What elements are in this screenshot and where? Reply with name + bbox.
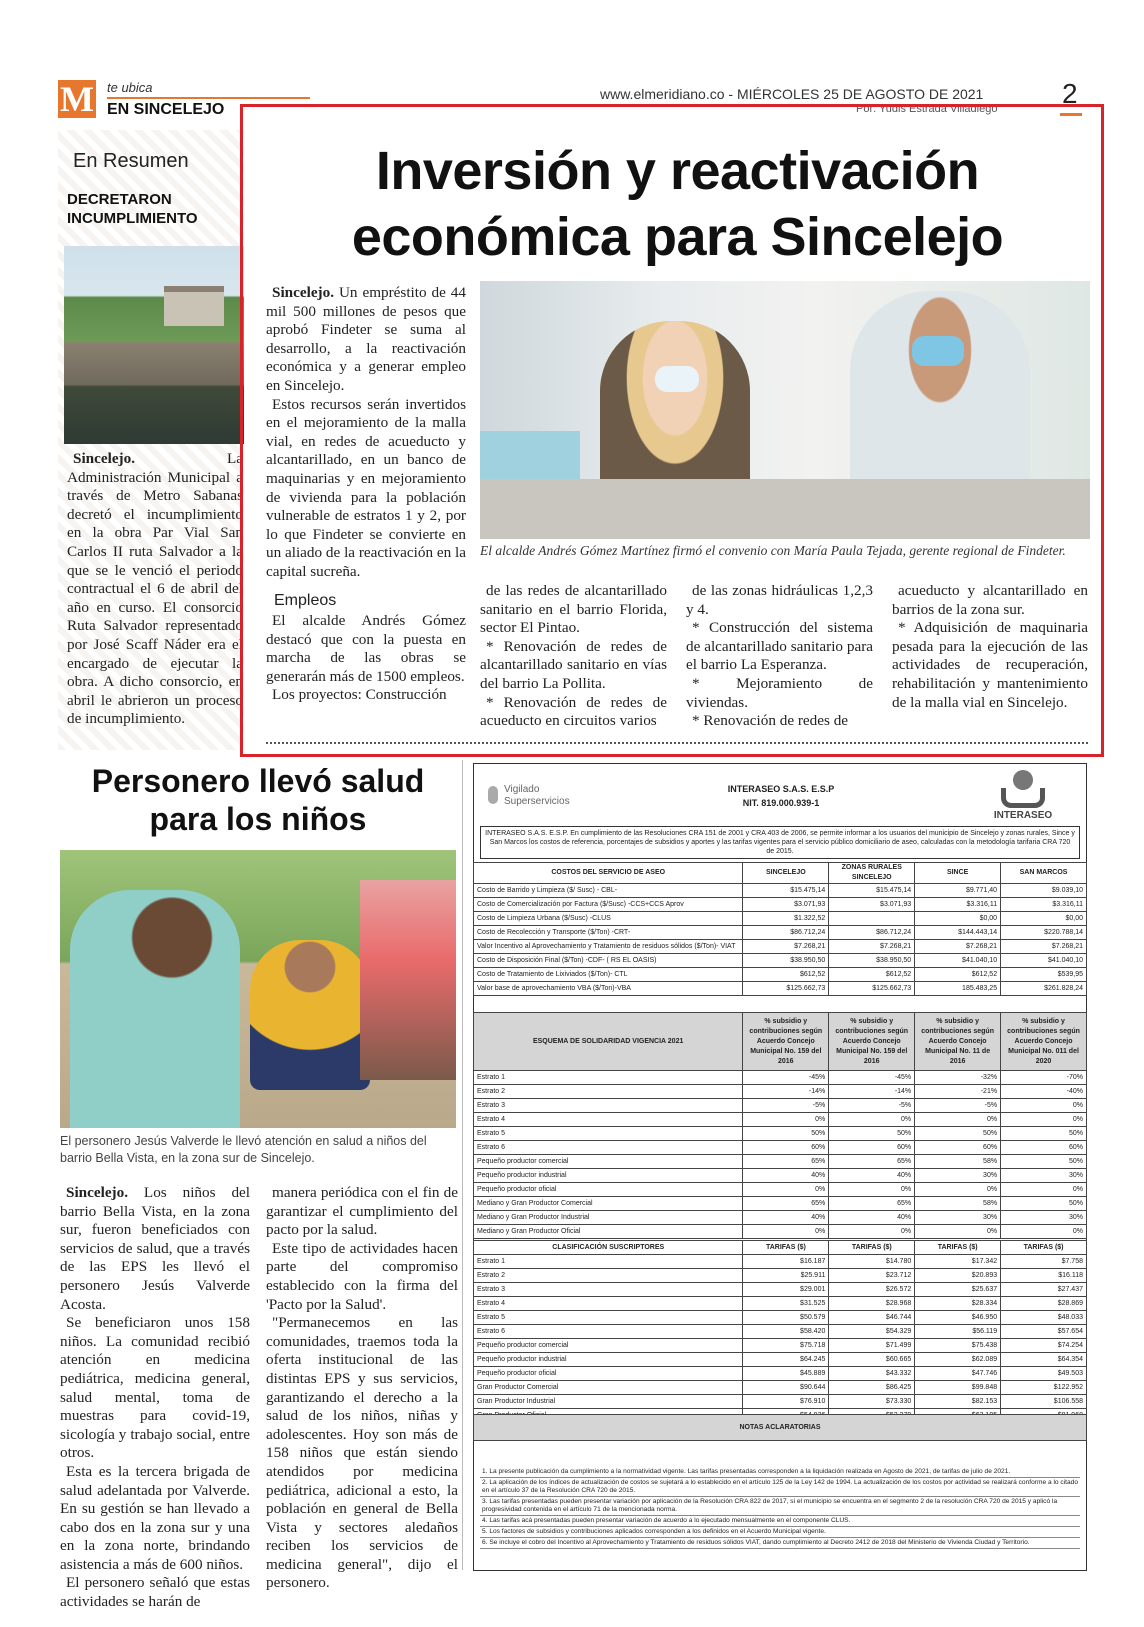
table-cell: 60% xyxy=(743,1141,829,1155)
table-cell: 30% xyxy=(915,1211,1001,1225)
table-cell: 0% xyxy=(743,1113,829,1127)
table-cell: 40% xyxy=(743,1169,829,1183)
table-cell: Estrato 6 xyxy=(474,1325,743,1339)
table-row xyxy=(474,1155,1087,1169)
table-cell: $17.342 xyxy=(915,1255,1001,1269)
resumen-body xyxy=(67,450,243,729)
table-cell: $3.071,93 xyxy=(829,898,915,912)
meeting-caption: El alcalde Andrés Gómez Martínez firmó el convenio con María Paula Tejada, gerente regional de Findeter. xyxy=(480,543,1066,558)
table-cell: $7.758 xyxy=(1001,1255,1087,1269)
table-cell: Estrato 6 xyxy=(474,1141,743,1155)
table-cell: Estrato 5 xyxy=(474,1127,743,1141)
table-cell: $25.911 xyxy=(743,1269,829,1283)
main-col4-p1: acueducto y alcantarillado en barrios de la zona sur. xyxy=(892,582,1088,618)
children-group xyxy=(360,880,456,1080)
table-cell: $74.254 xyxy=(1001,1339,1087,1353)
table-cell: Costo de Tratamiento de Lixiviados ($/Ton)- CTL xyxy=(474,968,743,982)
table-cell: Valor base de aprovechamiento VBA ($/Ton)-VBA xyxy=(474,982,743,996)
table-cell: 30% xyxy=(1001,1211,1087,1225)
table-cell: $125.662,73 xyxy=(743,982,829,996)
table-cell: $261.828,24 xyxy=(1001,982,1087,996)
table-row xyxy=(474,982,1087,996)
personero-caption: El personero Jesús Valverde le llevó atención en salud a niños del barrio Bella Vista, en la zona sur de Sincelejo. xyxy=(60,1134,427,1165)
personero-lead: Sincelejo. xyxy=(66,1184,129,1201)
table-cell: 50% xyxy=(743,1127,829,1141)
table-cell: 65% xyxy=(743,1155,829,1169)
personero-col-1 xyxy=(60,1184,250,1612)
table-cell: $106.558 xyxy=(1001,1395,1087,1409)
table-header-cell: TARIFAS ($) xyxy=(743,1241,829,1255)
main-col2-p3: * Renovación de redes de acueducto en circuitos varios xyxy=(480,693,667,730)
table-cell: 0% xyxy=(915,1113,1001,1127)
table-cell: $54.329 xyxy=(829,1325,915,1339)
table-cell: Costo de Recolección y Transporte ($/Ton) -CRT- xyxy=(474,926,743,940)
personero-col-2 xyxy=(266,1184,458,1593)
main-col3-p3: * Mejoramiento de viviendas. xyxy=(686,674,873,711)
table-row xyxy=(474,1099,1087,1113)
table-cell: $16.118 xyxy=(1001,1269,1087,1283)
main-col4-p2: * Adquisición de maquinaria pesada para la ejecución de las actividades de recuperación, rehabilitación y mantenimiento de la malla vial en Sincelejo. xyxy=(892,619,1088,711)
table-header-cell: SINCELEJO xyxy=(743,863,829,884)
table-cell: $56.119 xyxy=(915,1325,1001,1339)
table-cell: $64.245 xyxy=(743,1353,829,1367)
main-col3-p4: * Renovación de redes de xyxy=(692,712,849,730)
note-item: 5. Los factores de subsidios y contribuciones aplicados corresponden a los definidos en el Acuerdo Municipal vigente. xyxy=(480,1527,1080,1538)
table-cell: $612,52 xyxy=(915,968,1001,982)
table-row xyxy=(474,1169,1087,1183)
table-cell: 50% xyxy=(1001,1155,1087,1169)
table-header-cell: ZONAS RURALES SINCELEJO xyxy=(829,863,915,884)
table-cell: $0,00 xyxy=(915,912,1001,926)
table-cell: $3.316,11 xyxy=(915,898,1001,912)
table-cell: $612,52 xyxy=(829,968,915,982)
table-cell: 50% xyxy=(915,1127,1001,1141)
personero-p6: Este tipo de actividades hacen parte del compromiso establecido con la firma del 'Pacto por la Salud'. xyxy=(266,1239,458,1313)
table-cell: $23.712 xyxy=(829,1269,915,1283)
resumen-text: La Administración Municipal a través de Metro Sabanas decretó el incumplimiento en la obra Par Vial San Carlos II ruta Salvador a la que se le venció el periodo contractual el 6 de abril del año en curso. El consorcio Ruta Salvador representado por José Scaff Náder era el encargado de ejecutar la obra. A dicho consorcio, en abril le abrieron un proceso de incumplimiento. xyxy=(67,450,243,728)
table-cell: $26.572 xyxy=(829,1283,915,1297)
table-cell: 0% xyxy=(1001,1225,1087,1239)
table-cell: $49.503 xyxy=(1001,1367,1087,1381)
table-cell: 0% xyxy=(743,1225,829,1239)
main-col3-p1: de las zonas hidráulicas 1,2,3 y 4. xyxy=(686,582,873,618)
table-row xyxy=(474,1225,1087,1239)
table-cell: -5% xyxy=(915,1099,1001,1113)
table-cell: $122.952 xyxy=(1001,1381,1087,1395)
desk xyxy=(480,479,1090,539)
table-cell: $220.788,14 xyxy=(1001,926,1087,940)
table-header-cell: TARIFAS ($) xyxy=(915,1241,1001,1255)
resumen-headline: DECRETARON INCUMPLIMIENTO xyxy=(67,191,198,227)
interaseo-logo xyxy=(988,770,1058,821)
table-cell: Costo de Comercialización por Factura ($/Susc) -CCS+CCS Aprov xyxy=(474,898,743,912)
table-cell: -21% xyxy=(915,1085,1001,1099)
table-row xyxy=(474,1381,1087,1395)
table-cell: $90.644 xyxy=(743,1381,829,1395)
personero-p3: Esta es la tercera brigada de salud adelantada por Valverde. En su gestión se han llevado a cabo dos en la zona sur y una en la zona norte, brindando asistencia a más de 600 niños. xyxy=(60,1462,250,1573)
table-cell: Costo de Disposición Final ($/Ton) -CDF- ( RS EL OASIS) xyxy=(474,954,743,968)
table-cell: $73.330 xyxy=(829,1395,915,1409)
table-cell: Gran Productor Comercial xyxy=(474,1381,743,1395)
table-cell: $86.712,24 xyxy=(743,926,829,940)
girl-figure xyxy=(70,890,240,1128)
table-cell: $14.780 xyxy=(829,1255,915,1269)
meeting-photo xyxy=(480,281,1090,539)
table-cell: 0% xyxy=(1001,1113,1087,1127)
table-cell xyxy=(829,912,915,926)
table-cell: $99.848 xyxy=(915,1381,1001,1395)
main-col3-p2: * Construcción del sistema de alcantarillado sanitario para el barrio La Esperanza. xyxy=(686,619,873,674)
table-cell: $539,95 xyxy=(1001,968,1087,982)
main-col-3 xyxy=(686,582,873,731)
table-cell: 65% xyxy=(829,1197,915,1211)
table-cell: $31.525 xyxy=(743,1297,829,1311)
table-header-cell: SINCE xyxy=(915,863,1001,884)
main-p4: Los proyectos: Construcción xyxy=(272,686,447,704)
table-cell: Pequeño productor comercial xyxy=(474,1155,743,1169)
table-header-cell: % subsidio y contribuciones según Acuerdo Concejo Municipal No. 011 del 2020 xyxy=(1001,1013,1087,1071)
table-cell: Estrato 2 xyxy=(474,1269,743,1283)
street-photo xyxy=(64,246,244,444)
table-cell: Estrato 3 xyxy=(474,1283,743,1297)
table-cell: Estrato 1 xyxy=(474,1071,743,1085)
table-cell: $75.438 xyxy=(915,1339,1001,1353)
table-cell: 40% xyxy=(829,1211,915,1225)
table-row xyxy=(474,968,1087,982)
table-cell: $75.718 xyxy=(743,1339,829,1353)
table-cell: $7.268,21 xyxy=(1001,940,1087,954)
byline: Por: Yudis Estrada Villadiego xyxy=(856,103,998,115)
table-cell: $29.001 xyxy=(743,1283,829,1297)
main-subhead: Empleos xyxy=(274,591,337,609)
man-figure xyxy=(850,291,1030,501)
table-cell: 50% xyxy=(829,1127,915,1141)
table-cell: $50.579 xyxy=(743,1311,829,1325)
table-cell: $38.950,50 xyxy=(743,954,829,968)
table-cell: 65% xyxy=(829,1155,915,1169)
table-cell: 0% xyxy=(829,1183,915,1197)
table-header-cell: % subsidio y contribuciones según Acuerdo Concejo Municipal No. 159 del 2016 xyxy=(743,1013,829,1071)
table-cell: -14% xyxy=(743,1085,829,1099)
table-cell: $15.475,14 xyxy=(829,884,915,898)
note-item: 2. La aplicación de los índices de actualización de costos se sujetará a lo establecido en el artículo 125 de la Ley 142 de 1994. La actualización de los costos por actividad se realizará conforme a lo citado en el artículo 37 de la Resolución CRA 720 de 2015. xyxy=(480,1478,1080,1497)
table-cell: Estrato 4 xyxy=(474,1113,743,1127)
costs-table xyxy=(473,862,1087,996)
table-cell: -45% xyxy=(743,1071,829,1085)
notice-intro: INTERASEO S.A.S. E.S.P. En cumplimiento de las Resoluciones CRA 151 de 2001 y CRA 403 de 2006, se permite informar a los usuarios del municipio de Sincelejo y zonas rurales, Since y San Marcos los costos de referencia, porcentajes de subsidios y aportes y las tarifas vigentes para el servicio público domiciliario de aseo, calculadas con la metodología tarifaria CRA 720 de 2015. xyxy=(480,826,1080,859)
table-row xyxy=(474,1339,1087,1353)
table-cell: $9.771,40 xyxy=(915,884,1001,898)
table-cell: 0% xyxy=(1001,1099,1087,1113)
personero-p5: manera periódica con el fin de garantizar el cumplimiento del pacto por la salud. xyxy=(266,1184,458,1239)
logo-tagline: te ubica xyxy=(107,80,153,95)
table-row xyxy=(474,940,1087,954)
table-header-cell: TARIFAS ($) xyxy=(829,1241,915,1255)
table-cell: $16.187 xyxy=(743,1255,829,1269)
table-cell: $57.654 xyxy=(1001,1325,1087,1339)
table-cell: 60% xyxy=(1001,1141,1087,1155)
personero-headline: Personero llevó salud para los niños xyxy=(91,763,425,837)
table-cell: -32% xyxy=(915,1071,1001,1085)
interaseo-logo-text: INTERASEO xyxy=(993,810,1053,821)
table-cell: $38.950,50 xyxy=(829,954,915,968)
table-cell: $41.040,10 xyxy=(915,954,1001,968)
table-cell: $48.033 xyxy=(1001,1311,1087,1325)
table-cell: $125.662,73 xyxy=(829,982,915,996)
table-row xyxy=(474,1395,1087,1409)
tariffs-table xyxy=(473,1240,1087,1423)
table-cell: $45.889 xyxy=(743,1367,829,1381)
table-cell: Costo de Barrido y Limpieza ($/ Susc) - CBL- xyxy=(474,884,743,898)
table-cell: -5% xyxy=(829,1099,915,1113)
table-cell: $58.420 xyxy=(743,1325,829,1339)
table-row xyxy=(474,1311,1087,1325)
table-cell: 60% xyxy=(915,1141,1001,1155)
main-col-4 xyxy=(892,582,1088,712)
table-cell: $7.268,21 xyxy=(829,940,915,954)
table-cell: $15.475,14 xyxy=(743,884,829,898)
notes-title: NOTAS ACLARATORIAS xyxy=(474,1415,1087,1441)
table-row xyxy=(474,1085,1087,1099)
subsidy-table xyxy=(473,1012,1087,1239)
table-cell: $71.499 xyxy=(829,1339,915,1353)
main-p2: Estos recursos serán invertidos en el mejoramiento de la malla vial, en redes de acueducto y alcantarillado, en un banco de maquinarias y en mejoramiento de vivienda para la población vulnerable de estratos 1 y 2, por lo que Findeter se convierte en un aliado de la reactivación en la capital sucreña. xyxy=(266,395,466,580)
main-headline: Inversión y reactivación económica para Sincelejo xyxy=(351,141,1004,267)
table-cell: 0% xyxy=(743,1183,829,1197)
table-cell: $43.332 xyxy=(829,1367,915,1381)
table-cell: Estrato 2 xyxy=(474,1085,743,1099)
section-rule xyxy=(107,97,310,99)
table-row xyxy=(474,1255,1087,1269)
table-cell: $144.443,14 xyxy=(915,926,1001,940)
table-cell: Pequeño productor industrial xyxy=(474,1169,743,1183)
table-cell: $28.334 xyxy=(915,1297,1001,1311)
main-col-2 xyxy=(480,582,667,731)
table-cell: 30% xyxy=(1001,1169,1087,1183)
personero-figure xyxy=(250,940,370,1090)
table-row xyxy=(474,1141,1087,1155)
table-cell: $27.437 xyxy=(1001,1283,1087,1297)
resumen-lead: Sincelejo. xyxy=(73,450,136,467)
table-header-cell: % subsidio y contribuciones según Acuerdo Concejo Municipal No. 11 de 2016 xyxy=(915,1013,1001,1071)
table-cell: $60.665 xyxy=(829,1353,915,1367)
table-cell: $82.153 xyxy=(915,1395,1001,1409)
table-cell: -40% xyxy=(1001,1085,1087,1099)
table-cell: 65% xyxy=(743,1197,829,1211)
table-cell: 58% xyxy=(915,1197,1001,1211)
table-cell: 40% xyxy=(829,1169,915,1183)
table-cell: $25.637 xyxy=(915,1283,1001,1297)
personero-p1: Los niños del barrio Bella Vista, en la zona sur, fueron beneficiados con servicios de salud, que a través de las EPS les llevó el personero Jesús Valverde Acosta. xyxy=(60,1184,250,1313)
table-cell: 50% xyxy=(1001,1197,1087,1211)
superservicios-text: Superservicios xyxy=(504,796,570,807)
table-cell: 60% xyxy=(829,1141,915,1155)
table-cell: $7.268,21 xyxy=(915,940,1001,954)
dateline[interactable]: www.elmeridiano.co - MIÉRCOLES 25 DE AGOSTO DE 2021 xyxy=(600,86,984,102)
table-row xyxy=(474,898,1087,912)
table-cell: $76.910 xyxy=(743,1395,829,1409)
table-cell: 40% xyxy=(743,1211,829,1225)
table-row xyxy=(474,1269,1087,1283)
table-cell: -70% xyxy=(1001,1071,1087,1085)
table-cell: $9.039,10 xyxy=(1001,884,1087,898)
table-cell: $7.268,21 xyxy=(743,940,829,954)
table-cell: 50% xyxy=(1001,1127,1087,1141)
company-nit: NIT. 819.000.939-1 xyxy=(742,798,820,808)
table-row xyxy=(474,1297,1087,1311)
personero-p7: "Permanecemos en las comunidades, traemos toda la oferta institucional de las distintas EPS y sus servicios, garantizando el derecho a la salud de los niños, niñas y adolescentes. Hoy son más de 158 niños que están siendo atendidos por medicina pediátrica, adicional a esto, la población en general de Bella Vista y sectores aledaños reciben los servicios de medicina general", dijo el personero. xyxy=(266,1314,458,1592)
table-cell: $41.040,10 xyxy=(1001,954,1087,968)
table-cell: Gran Productor Industrial xyxy=(474,1395,743,1409)
table-cell: $86.425 xyxy=(829,1381,915,1395)
table-cell: $64.354 xyxy=(1001,1353,1087,1367)
table-cell: 58% xyxy=(915,1155,1001,1169)
column-rule xyxy=(462,760,463,1570)
table-cell: Costo de Limpieza Urbana ($/Susc) -CLUS xyxy=(474,912,743,926)
table-cell: Estrato 1 xyxy=(474,1255,743,1269)
main-p1: Un empréstito de 44 mil 500 millones de pesos que aprobó Findeter se suma al desarrollo, a la reactivación económica y a generar empleo en Sincelejo. xyxy=(266,284,466,394)
table-cell: Pequeño productor oficial xyxy=(474,1367,743,1381)
main-p3: El alcalde Andrés Gómez destacó que con la puesta en marcha de las obras se generarán más de 1500 empleos. xyxy=(266,612,466,685)
main-lead: Sincelejo. xyxy=(272,284,335,301)
table-cell: $46.744 xyxy=(829,1311,915,1325)
table-cell: Pequeño productor oficial xyxy=(474,1183,743,1197)
table-cell: $612,52 xyxy=(743,968,829,982)
personero-p4: El personero señaló que estas actividades se harán de xyxy=(60,1574,250,1611)
table-cell: $3.071,93 xyxy=(743,898,829,912)
newspaper-logo: M xyxy=(58,80,96,118)
table-cell: Pequeño productor comercial xyxy=(474,1339,743,1353)
table-row xyxy=(474,954,1087,968)
note-item: 1. La presente publicación da cumplimiento a la normatividad vigente. Las tarifas presentadas corresponden a la liquidación realizada en Agosto de 2021, de tarifas de julio de 2021. xyxy=(480,1467,1080,1478)
table-cell: 30% xyxy=(915,1169,1001,1183)
note-item: 3. Las tarifas presentadas pueden presentar variación por aplicación de la Resolución CRA 822 de 2017, si el municipio se encuentra en el segmento 2 de la resolución CRA 720 de 2015 y aplicó la progresividad contenida en el artículo 71 de la mencionada norma. xyxy=(480,1497,1080,1516)
table-cell: $0,00 xyxy=(1001,912,1087,926)
table-header-cell: CLASIFICACIÓN SUSCRIPTORES xyxy=(474,1241,743,1255)
street-house xyxy=(164,286,224,326)
table-cell: Valor Incentivo al Aprovechamiento y Tratamiento de residuos sólidos ($/Ton)- VIAT xyxy=(474,940,743,954)
table-cell: Mediano y Gran Productor Industrial xyxy=(474,1211,743,1225)
company-name: INTERASEO S.A.S. E.S.P xyxy=(727,784,835,794)
interaseo-notice xyxy=(473,763,1087,1571)
table-cell: -45% xyxy=(829,1071,915,1085)
story-end-rule xyxy=(266,742,1088,744)
personero-p2: Se beneficiaron unos 158 niños. La comunidad recibió atención en medicina pediátrica, medicina general, salud mental, toma de muestras para covid-19, sicología y trabajo social, entre otros. xyxy=(60,1314,250,1462)
table-cell: Estrato 3 xyxy=(474,1099,743,1113)
note-item: 6. Se incluye el cobro del Incentivo al Aprovechamiento y Tratamiento de residuos sólidos VIAT, dando cumplimiento al Decreto 2412 de 2018 del Ministerio de Vivienda Ciudad y Territorio. xyxy=(480,1538,1080,1549)
face-mask xyxy=(912,336,964,366)
health-brigade-photo xyxy=(60,850,456,1128)
table-row xyxy=(474,1071,1087,1085)
interaseo-logo-icon xyxy=(1001,770,1045,810)
table-row xyxy=(474,884,1087,898)
table-cell: -5% xyxy=(743,1099,829,1113)
table-row xyxy=(474,1197,1087,1211)
table-cell: 0% xyxy=(829,1225,915,1239)
table-cell: $1.322,52 xyxy=(743,912,829,926)
table-cell: $46.950 xyxy=(915,1311,1001,1325)
section-name: EN SINCELEJO xyxy=(107,101,225,118)
page-number: 2 xyxy=(1062,78,1078,109)
table-row xyxy=(474,1127,1087,1141)
table-header-cell: COSTOS DEL SERVICIO DE ASEO xyxy=(474,863,743,884)
table-header-cell: % subsidio y contribuciones según Acuerdo Concejo Municipal No. 159 del 2016 xyxy=(829,1013,915,1071)
table-header-cell: TARIFAS ($) xyxy=(1001,1241,1087,1255)
table-row xyxy=(474,1283,1087,1297)
table-cell: $28.968 xyxy=(829,1297,915,1311)
table-cell: Pequeño productor industrial xyxy=(474,1353,743,1367)
main-col2-p2: * Renovación de redes de alcantarillado sanitario en vías del barrio La Pollita. xyxy=(480,637,667,692)
table-row xyxy=(474,1325,1087,1339)
table-cell: $62.089 xyxy=(915,1353,1001,1367)
resumen-title: En Resumen xyxy=(73,150,189,172)
table-row xyxy=(474,1183,1087,1197)
table-row xyxy=(474,1353,1087,1367)
note-item: 4. Las tarifas acá presentadas pueden presentar variación de acuerdo a lo ejecutado mensualmente en el componente CLUS. xyxy=(480,1516,1080,1527)
table-cell: 0% xyxy=(915,1225,1001,1239)
table-cell: 0% xyxy=(829,1113,915,1127)
table-cell: Mediano y Gran Productor Comercial xyxy=(474,1197,743,1211)
notes-title-table xyxy=(473,1414,1087,1441)
table-row xyxy=(474,1211,1087,1225)
table-cell: 185.483,25 xyxy=(915,982,1001,996)
table-cell: Estrato 4 xyxy=(474,1297,743,1311)
table-cell: -14% xyxy=(829,1085,915,1099)
main-col2-p1: de las redes de alcantarillado sanitario en el barrio Florida, sector El Pintao. xyxy=(480,582,667,637)
main-col-1 xyxy=(266,284,466,705)
table-row xyxy=(474,926,1087,940)
vigilado-text: Vigilado xyxy=(504,784,540,795)
table-cell: 0% xyxy=(1001,1183,1087,1197)
table-row xyxy=(474,1113,1087,1127)
table-cell: 0% xyxy=(915,1183,1001,1197)
table-row xyxy=(474,912,1087,926)
table-cell: $20.893 xyxy=(915,1269,1001,1283)
notes-list xyxy=(480,1467,1080,1549)
table-header-cell: SAN MARCOS xyxy=(1001,863,1087,884)
table-header-cell: ESQUEMA DE SOLIDARIDAD VIGENCIA 2021 xyxy=(474,1013,743,1071)
table-cell: Estrato 5 xyxy=(474,1311,743,1325)
table-cell: $86.712,24 xyxy=(829,926,915,940)
table-cell: $3.316,11 xyxy=(1001,898,1087,912)
table-cell: $47.746 xyxy=(915,1367,1001,1381)
table-cell: Mediano y Gran Productor Oficial xyxy=(474,1225,743,1239)
face-mask xyxy=(655,366,699,392)
table-cell: $28.869 xyxy=(1001,1297,1087,1311)
table-row xyxy=(474,1367,1087,1381)
